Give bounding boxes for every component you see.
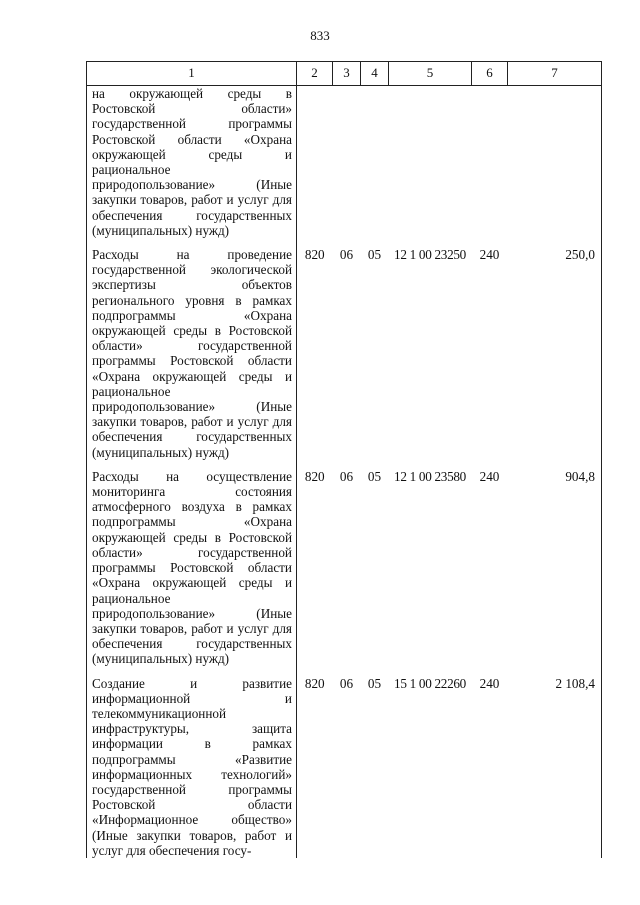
row-spacer (87, 667, 602, 676)
row-cell-7 (508, 86, 602, 239)
row-description: на окружающей среды в Ростовской области» государственной программы Ростовской области «Охрана окружающей среды и рациональное природопользование» (Иные закупки товаров, работ и услуг для обеспечения государственных (муниципальных) нужд) (87, 86, 297, 239)
row-cell-7: 250,0 (508, 247, 602, 460)
row-cell-2: 820 (304, 247, 325, 263)
row-cell-7: 904,8 (508, 469, 602, 667)
row-cell-3: 06 (339, 247, 354, 263)
table-row (87, 247, 602, 460)
row-cell-4: 05 (367, 247, 382, 263)
row-cell-3 (333, 86, 361, 239)
row-cell-3: 06 (339, 675, 354, 691)
table-row (87, 86, 602, 239)
row-description: Расходы на проведение государственной экологической экспертизы объектов регионального уровня в рамках подпрограммы «Охрана окружающей среды в Ростовской области» государственной программы Ростовской области «Охрана окружающей среды и рациональное природопользование» (Иные закупки товаров, работ и услуг для обеспечения государственных (муниципальных) нужд) (87, 247, 297, 460)
row-cell-6: 240 (479, 675, 500, 691)
column-header-4: 4 (361, 62, 389, 86)
row-cell-5: 12 1 00 23580 (394, 468, 466, 484)
row-cell-5: 12 1 00 23250 (394, 247, 466, 263)
column-header-5: 5 (389, 62, 472, 86)
column-header-3: 3 (333, 62, 361, 86)
row-description: Расходы на осуществление мониторинга состояния атмосферного воздуха в рамках подпрограммы «Охрана окружающей среды в Ростовской области» государственной программы Ростовской области «Охрана окружающей среды и рациональное природопользование» (Иные закупки товаров, работ и услуг для обеспечения государственных (муниципальных) нужд) (87, 469, 297, 667)
row-cell-5 (389, 86, 472, 239)
row-cell-3: 06 (339, 468, 354, 484)
page-number: 833 (310, 28, 330, 43)
table-row (87, 469, 602, 667)
row-cell-6 (472, 86, 508, 239)
row-cell-6: 240 (479, 247, 500, 263)
row-cell-4 (361, 86, 389, 239)
row-cell-2: 820 (304, 675, 325, 691)
table-row (87, 676, 602, 858)
budget-table (86, 61, 602, 858)
row-cell-2 (297, 86, 333, 239)
row-spacer (87, 460, 602, 469)
column-header-7: 7 (508, 62, 602, 86)
column-header-1: 1 (87, 62, 297, 86)
row-cell-2: 820 (304, 468, 325, 484)
column-header-2: 2 (297, 62, 333, 86)
row-cell-7: 2 108,4 (508, 676, 602, 858)
row-cell-5: 15 1 00 22260 (394, 675, 466, 691)
row-cell-6: 240 (479, 468, 500, 484)
row-description: Создание и развитие информационной и телекоммуникационной инфраструктуры, защита информации в рамках подпрограммы «Развитие информационных технологий» государственной программы Ростовской области «Информационное общество» (Иные закупки товаров, работ и услуг для обеспечения госу- (87, 676, 297, 858)
row-spacer (87, 238, 602, 247)
row-cell-4: 05 (367, 675, 382, 691)
column-header-6: 6 (472, 62, 508, 86)
row-cell-4: 05 (367, 468, 382, 484)
column-header-row (87, 62, 602, 86)
